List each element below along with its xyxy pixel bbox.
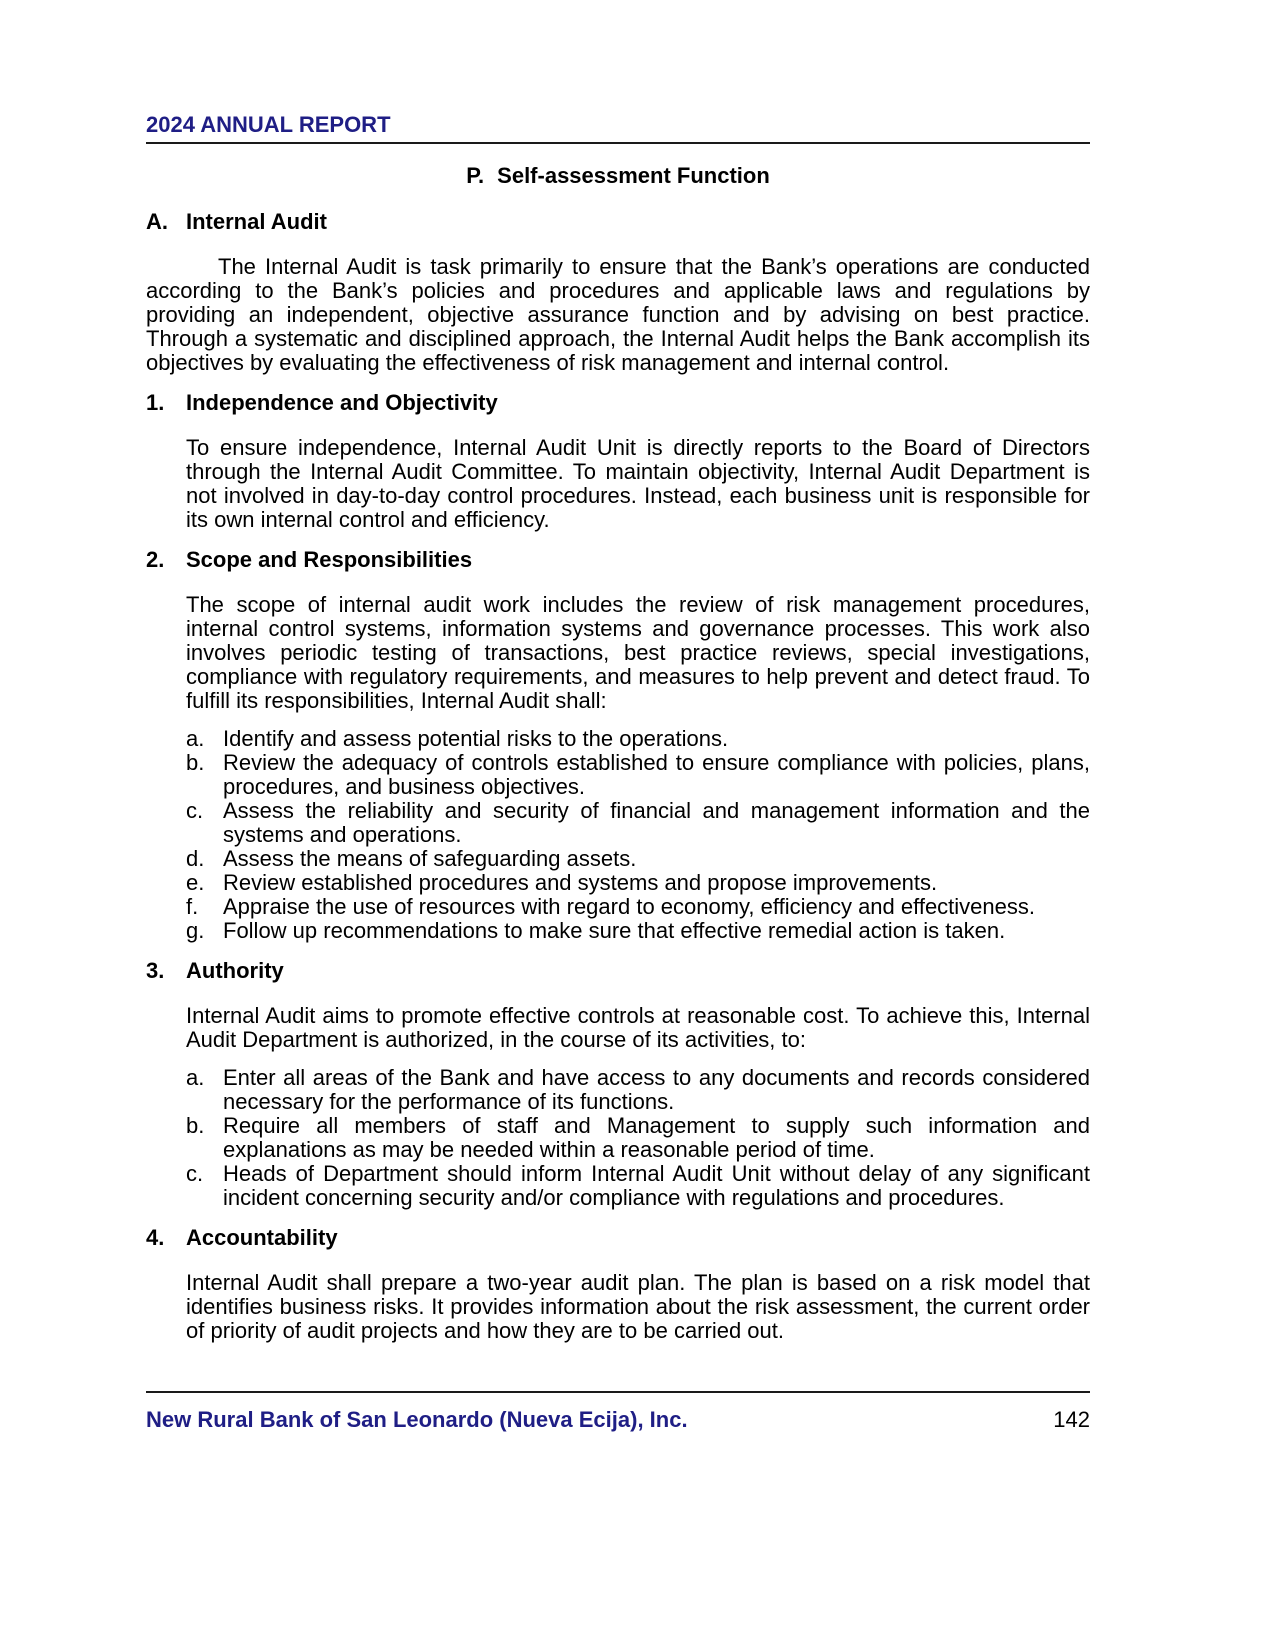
section-1-title: Independence and Objectivity	[186, 390, 498, 415]
main-section-label: A.	[146, 209, 168, 234]
list-item-text: Review established procedures and systems and propose improvements.	[223, 870, 938, 895]
section-4-heading	[146, 1226, 1090, 1250]
report-header	[146, 0, 1090, 144]
section-1-number: 1.	[146, 390, 165, 415]
list-item-label: b.	[186, 750, 205, 775]
document-title	[146, 164, 1090, 188]
list-item-label: a.	[186, 726, 205, 751]
list-item-label: c.	[186, 798, 204, 823]
list-item	[186, 1114, 1090, 1162]
list-item-text: Appraise the use of resources with regard to economy, efficiency and effectiveness.	[223, 894, 1036, 919]
section-4-number: 4.	[146, 1225, 165, 1250]
list-item-label: b.	[186, 1113, 205, 1138]
list-item	[186, 847, 1090, 871]
section-4-title: Accountability	[186, 1225, 338, 1250]
section-1-paragraph: To ensure independence, Internal Audit Unit is directly reports to the Board of Directors through the Internal Audit Committee. To maintain objectivity, Internal Audit Department is not involved in day-to-day control procedures. Instead, each business unit is responsible for its own internal control and efficiency.	[186, 435, 1090, 532]
list-item-text: Identify and assess potential risks to the operations.	[223, 726, 729, 751]
section-2-list	[186, 727, 1090, 943]
page-footer	[146, 1391, 1090, 1432]
main-section-title: Internal Audit	[186, 209, 327, 234]
list-item-text: Require all members of staff and Management to supply such information and explanations as may be needed within a reasonable period of time.	[223, 1113, 1090, 1162]
list-item-text: Enter all areas of the Bank and have access to any documents and records considered necessary for the performance of its functions.	[223, 1065, 1090, 1114]
section-2-number: 2.	[146, 547, 165, 572]
page-content	[146, 0, 1090, 1343]
list-item-label: g.	[186, 918, 205, 943]
section-3-number: 3.	[146, 958, 165, 983]
document-title-prefix: P.	[466, 163, 485, 188]
list-item-label: d.	[186, 846, 205, 871]
footer-page-number: 142	[1053, 1407, 1090, 1432]
section-2-heading	[146, 548, 1090, 572]
section-3-heading	[146, 959, 1090, 983]
list-item-text: Heads of Department should inform Internal Audit Unit without delay of any significant incident concerning security and/or compliance with regulations and procedures.	[223, 1161, 1090, 1210]
list-item-text: Follow up recommendations to make sure that effective remedial action is taken.	[223, 918, 1006, 943]
list-item	[186, 751, 1090, 799]
report-header-title: 2024 ANNUAL REPORT	[146, 112, 391, 137]
section-2-title: Scope and Responsibilities	[186, 547, 473, 572]
list-item-text: Assess the means of safeguarding assets.	[223, 846, 637, 871]
list-item	[186, 799, 1090, 847]
list-item	[186, 1066, 1090, 1114]
section-3-title: Authority	[186, 958, 284, 983]
list-item-text: Assess the reliability and security of financial and management information and the systems and operations.	[223, 798, 1090, 847]
section-3-paragraph: Internal Audit aims to promote effective controls at reasonable cost. To achieve this, Internal Audit Department is authorized, in the course of its activities, to:	[186, 1003, 1090, 1052]
section-2-paragraph: The scope of internal audit work includes the review of risk management procedures, internal control systems, information systems and governance processes. This work also involves periodic testing of transactions, best practice reviews, special investigations, compliance with regulatory requirements, and measures to help prevent and detect fraud. To fulfill its responsibilities, Internal Audit shall:	[186, 592, 1090, 713]
list-item	[186, 919, 1090, 943]
section-3-list	[186, 1066, 1090, 1210]
list-item-label: c.	[186, 1161, 204, 1186]
list-item	[186, 895, 1090, 919]
list-item-label: a.	[186, 1065, 205, 1090]
intro-paragraph: The Internal Audit is task primarily to ensure that the Bank’s operations are conducted according to the Bank’s policies and procedures and applicable laws and regulations by providing an independent, objective assurance function and by advising on best practice. Through a systematic and disciplined approach, the Internal Audit helps the Bank accomplish its objectives by evaluating the effectiveness of risk management and internal control.	[146, 254, 1090, 375]
list-item-label: f.	[186, 894, 199, 919]
document-title-text: Self-assessment Function	[497, 163, 770, 188]
footer-bank-name: New Rural Bank of San Leonardo (Nueva Ecija), Inc.	[146, 1407, 688, 1432]
list-item	[186, 727, 1090, 751]
list-item-label: e.	[186, 870, 205, 895]
section-1-heading	[146, 391, 1090, 415]
list-item	[186, 871, 1090, 895]
main-section-heading	[146, 210, 1090, 234]
section-4-paragraph: Internal Audit shall prepare a two-year audit plan. The plan is based on a risk model that identifies business risks. It provides information about the risk assessment, the current order of priority of audit projects and how they are to be carried out.	[186, 1270, 1090, 1343]
list-item	[186, 1162, 1090, 1210]
footer-row	[146, 1408, 1090, 1432]
list-item-text: Review the adequacy of controls established to ensure compliance with policies, plans, procedures, and business objectives.	[223, 750, 1090, 799]
